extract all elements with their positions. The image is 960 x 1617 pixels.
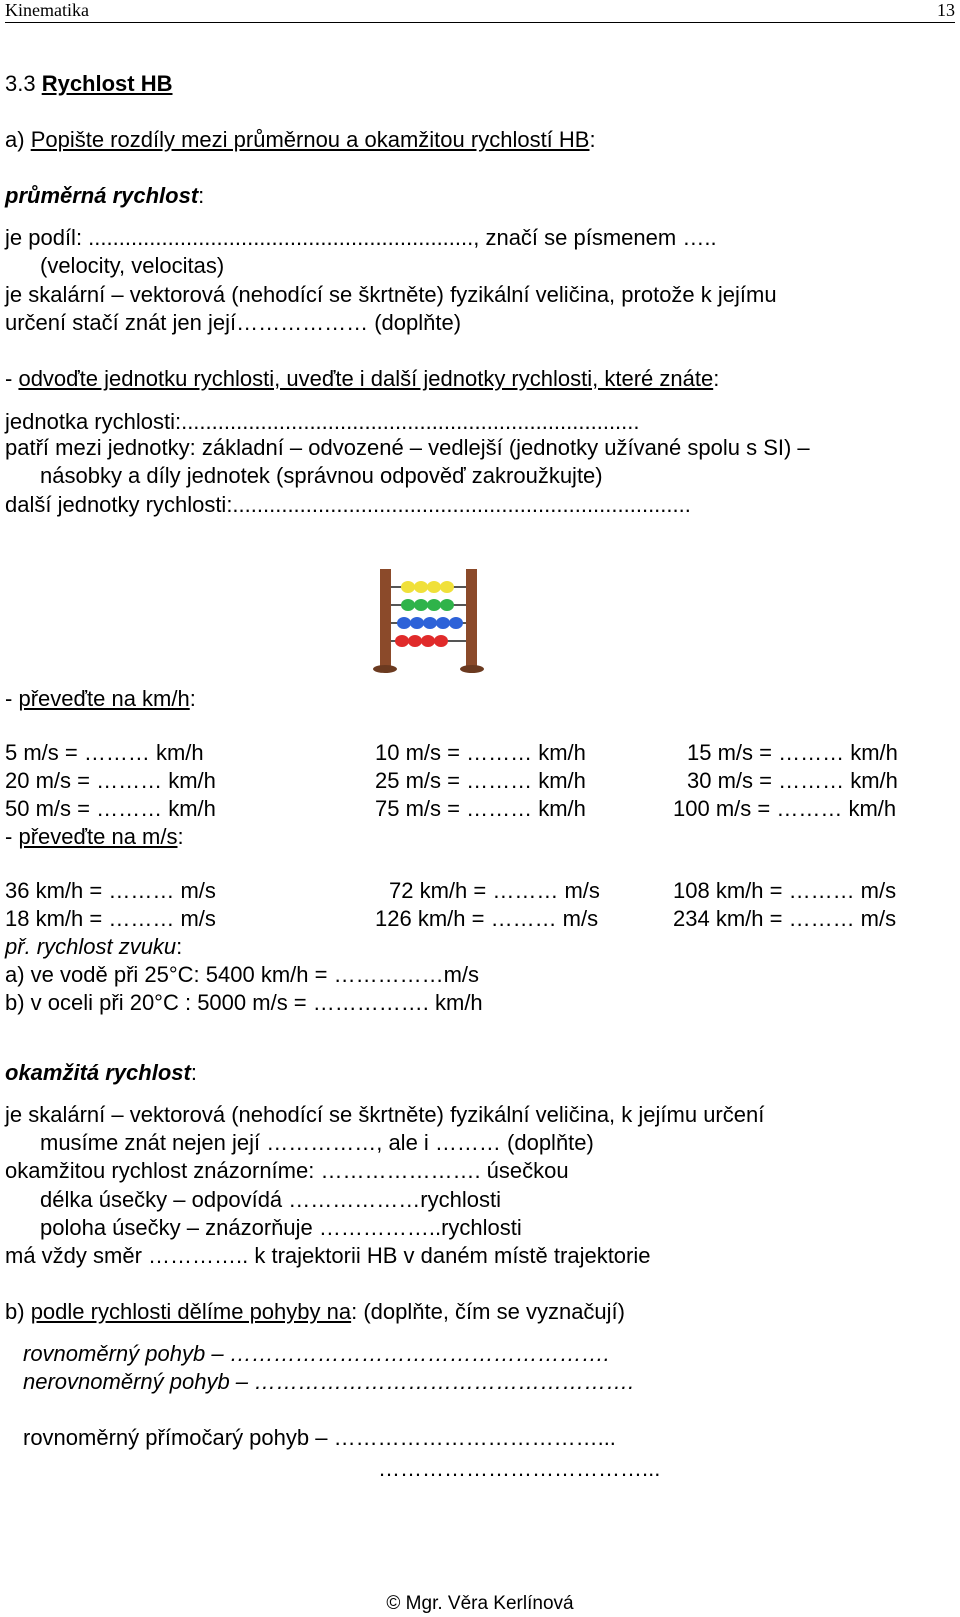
nonuniform-motion-line: nerovnoměrný pohyb – ……………………………………………. [23, 1369, 635, 1394]
conversion-item: 36 km/h = ……… m/s [5, 878, 216, 903]
inst-line-6: má vždy směr ………….. k trajektorii HB v daném místě trajektorie [5, 1243, 651, 1268]
avg-speed-colon: : [198, 183, 205, 208]
uniform-motion-line: rovnoměrný pohyb – ……………………………………………. [23, 1341, 610, 1366]
task-b [5, 1299, 625, 1325]
conversion-item: 72 km/h = ……… m/s [389, 878, 600, 903]
unit-line: jednotka rychlosti:........................................................................... [5, 409, 640, 434]
abacus-image [372, 565, 487, 675]
task-a [5, 127, 596, 153]
page-header [5, 0, 955, 23]
page-number: 13 [937, 0, 955, 20]
conversion-item: 20 m/s = ……… km/h [5, 768, 216, 793]
avg-line-1: je podíl: ..............................................................., značí se písmenem ….. [5, 225, 717, 250]
unit-task-colon: : [713, 366, 720, 391]
inst-line-2: musíme znát nejen její ……………, ale i ……… (doplňte) [40, 1130, 594, 1155]
avg-line-3: je skalární – vektorová (nehodící se škrtněte) fyzikální veličina, protože k jejímu [5, 282, 777, 307]
to-ms-task [5, 824, 184, 850]
conversion-item: 126 km/h = ……… m/s [375, 906, 599, 931]
task-a-text: Popište rozdíly mezi průměrnou a okamžitou rychlostí HB [30, 127, 590, 152]
sound-speed-label: . rychlost zvuku [24, 934, 177, 959]
unit-belongs-2: násobky a díly jednotek (správnou odpověď zakroužkujte) [40, 463, 603, 488]
sound-speed-heading [5, 934, 182, 960]
inst-line-1: je skalární – vektorová (nehodící se škrtněte) fyzikální veličina, k jejímu určení [5, 1102, 765, 1127]
unit-task-dash: - [5, 366, 19, 391]
conversion-item: 5 m/s = ……… km/h [5, 740, 204, 765]
to-ms-dash: - [5, 824, 19, 849]
sound-speed-colon: : [176, 934, 183, 959]
to-kmh-dash: - [5, 686, 19, 711]
inst-line-5: poloha úsečky – znázorňuje ……………..rychlosti [40, 1215, 522, 1240]
conversion-item: 75 m/s = ……… km/h [375, 796, 586, 821]
inst-speed-heading [5, 1060, 197, 1086]
inst-line-4: délka úsečky – odpovídá ………………rychlosti [40, 1187, 501, 1212]
avg-speed-label: průměrná rychlost [5, 183, 199, 208]
conversion-item: 25 m/s = ……… km/h [375, 768, 586, 793]
avg-speed-heading [5, 183, 204, 209]
task-b-prefix: b) [5, 1299, 31, 1324]
sound-steel-line: b) v oceli při 20°C : 5000 m/s = ……………. km/h [5, 990, 483, 1015]
to-kmh-task [5, 686, 196, 712]
avg-line-4: určení stačí znát jen její……………… (doplňte) [5, 310, 462, 335]
conversion-item: 100 m/s = ……… km/h [673, 796, 897, 821]
uniform-linear-motion-cont: ………………………………... [378, 1456, 661, 1481]
header-chapter: Kinematika [5, 0, 89, 20]
unit-task-text: odvoďte jednotku rychlosti, uveďte i další jednotky rychlosti, které znáte [18, 366, 714, 391]
unit-task [5, 366, 719, 392]
sound-water-line: a) ve vodě při 25°C: 5400 km/h = ……………m/s [5, 962, 480, 987]
uniform-linear-motion-line: rovnoměrný přímočarý pohyb – ………………………………... [23, 1425, 616, 1450]
to-ms-text: převeďte na m/s [18, 824, 178, 849]
task-b-suffix: : (doplňte, čím se vyznačují) [351, 1299, 625, 1324]
conversion-item: 108 km/h = ……… m/s [673, 878, 897, 903]
inst-speed-label: okamžitá rychlost [5, 1060, 191, 1085]
inst-speed-colon: : [190, 1060, 197, 1085]
to-ms-colon: : [177, 824, 184, 849]
conversion-item: 18 km/h = ……… m/s [5, 906, 216, 931]
other-units-line: další jednotky rychlosti:........................................................................... [5, 492, 691, 517]
conversion-item: 15 m/s = ……… km/h [687, 740, 898, 765]
to-kmh-text: převeďte na km/h [18, 686, 190, 711]
task-a-prefix: a) [5, 127, 31, 152]
conversion-item: 10 m/s = ……… km/h [375, 740, 586, 765]
conversion-item: 234 km/h = ……… m/s [673, 906, 897, 931]
conversion-item: 50 m/s = ……… km/h [5, 796, 216, 821]
avg-line-2: (velocity, velocitas) [40, 253, 225, 278]
conversion-item: 30 m/s = ……… km/h [687, 768, 898, 793]
task-b-text: podle rychlosti dělíme pohyby na [30, 1299, 352, 1324]
to-kmh-colon: : [189, 686, 196, 711]
section-number: 3.3 [5, 71, 42, 96]
task-a-colon: : [589, 127, 596, 152]
section-title [5, 71, 173, 97]
example-abbr: př [5, 934, 25, 959]
inst-line-3: okamžitou rychlost znázorníme: …………………. úsečkou [5, 1158, 569, 1183]
footer-copyright: © Mgr. Věra Kerlínová [386, 1593, 574, 1614]
unit-belongs-1: patří mezi jednotky: základní – odvozené – vedlejší (jednotky užívané spolu s SI) – [5, 435, 810, 460]
section-heading: Rychlost HB [41, 71, 173, 96]
